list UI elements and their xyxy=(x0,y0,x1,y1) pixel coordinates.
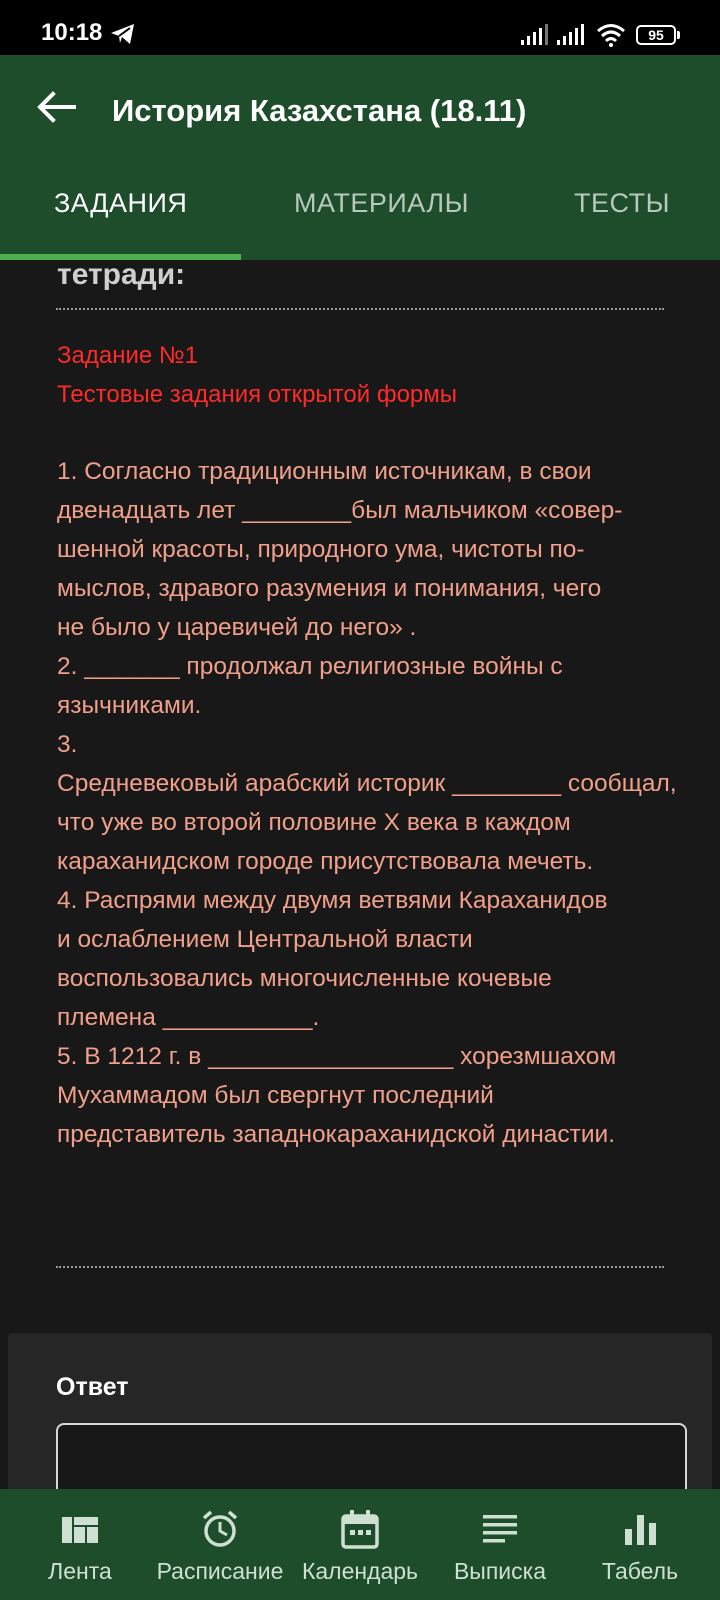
dotted-divider xyxy=(56,308,664,310)
tab-tests[interactable]: ТЕСТЫ xyxy=(574,188,670,218)
status-time: 10:18 xyxy=(41,19,103,46)
task-line: что уже во второй половине X века в каждом xyxy=(57,809,571,836)
battery-level: 95 xyxy=(636,25,676,45)
tab-materials[interactable]: МАТЕРИАЛЫ xyxy=(294,188,470,218)
nav-item-statement[interactable] xyxy=(430,1489,570,1600)
answer-card xyxy=(8,1333,712,1489)
nav-item-calendar[interactable] xyxy=(290,1489,430,1600)
arrow-left-icon[interactable] xyxy=(36,89,76,125)
nav-label: Календарь xyxy=(301,1558,419,1584)
task-line: шенной красоты, природного ума, чистоты по- xyxy=(57,536,585,563)
task-line: воспользовались многочисленные кочевые xyxy=(57,965,552,992)
task-text xyxy=(57,452,717,1154)
bottom-nav xyxy=(0,1489,720,1600)
page-title: История Казахстана (18.11) xyxy=(112,93,527,128)
task-line: племена ___________. xyxy=(57,1004,320,1031)
dotted-divider xyxy=(56,1266,664,1268)
calendar-icon xyxy=(340,1509,380,1549)
nav-item-grades[interactable] xyxy=(570,1489,710,1600)
task-content[interactable] xyxy=(0,260,720,1489)
signal-sim2-icon xyxy=(556,24,584,46)
telegram-icon xyxy=(110,22,136,46)
nav-label: Выписка xyxy=(453,1558,547,1584)
task-line: 4. Распрями между двумя ветвями Караханидов xyxy=(57,887,608,914)
app-bar xyxy=(0,55,720,260)
battery-icon xyxy=(636,25,680,45)
signal-sim1-icon xyxy=(520,24,548,46)
wifi-icon xyxy=(596,23,626,47)
feed-icon xyxy=(60,1509,100,1549)
task-line: двенадцать лет ________был мальчиком «совер- xyxy=(57,497,623,524)
nav-item-schedule[interactable] xyxy=(150,1489,290,1600)
task-line: и ослаблением Центральной власти xyxy=(57,926,473,953)
answer-label: Ответ xyxy=(56,1373,129,1401)
task-line: 2. _______ продолжал религиозные войны с xyxy=(57,653,563,680)
task-line: 5. В 1212 г. в __________________ хорезмшахом xyxy=(57,1043,617,1070)
nav-label: Лента xyxy=(48,1558,112,1584)
task-line: не было у царевичей до него» . xyxy=(57,614,417,641)
status-bar xyxy=(0,0,720,55)
bar-chart-icon xyxy=(620,1509,660,1549)
task-line: представитель западнокараханидской династии. xyxy=(57,1121,616,1148)
nav-label: Расписание xyxy=(156,1558,284,1584)
task-line: Мухаммадом был свергнут последний xyxy=(57,1082,494,1109)
task-line: язычниками. xyxy=(57,692,202,719)
task-number: Задание №1 xyxy=(57,342,198,369)
answer-input[interactable] xyxy=(56,1423,687,1489)
section-heading: тетради: xyxy=(57,260,186,291)
nav-label: Табель xyxy=(601,1558,679,1584)
nav-item-feed[interactable] xyxy=(10,1489,150,1600)
task-line: Средневековый арабский историк ________ сообщал, xyxy=(57,770,677,797)
task-line: 3. xyxy=(57,731,78,758)
task-type: Тестовые задания открытой формы xyxy=(57,381,458,408)
task-line: 1. Согласно традиционным источникам, в свои xyxy=(57,458,592,485)
tab-tasks[interactable]: ЗАДАНИЯ xyxy=(54,188,188,218)
alarm-clock-icon xyxy=(200,1509,240,1549)
task-line: мыслов, здравого разумения и понимания, чего xyxy=(57,575,602,602)
task-line: караханидском городе присутствовала мечеть. xyxy=(57,848,594,875)
statement-lines-icon xyxy=(480,1509,520,1549)
